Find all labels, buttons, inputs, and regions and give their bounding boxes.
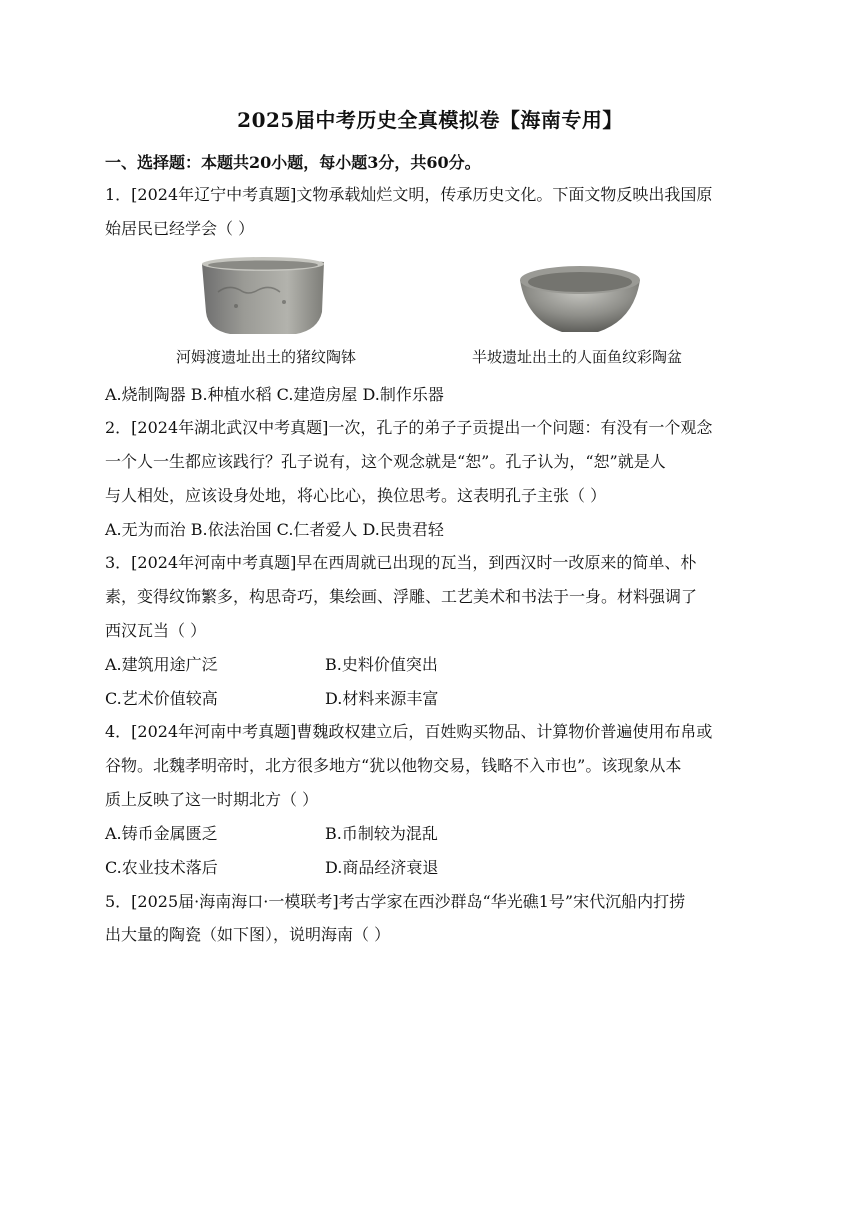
question-3-option-a: A.建筑用途广泛 — [105, 655, 218, 674]
page-title: 2025届中考历史全真模拟卷【海南专用】 — [237, 108, 623, 132]
right-artifact-caption: 半坡遗址出土的人面鱼纹彩陶盆 — [472, 348, 683, 366]
question-4-line-3: 质上反映了这一时期北方（ ） — [105, 790, 319, 809]
question-3-option-d: D.材料来源丰富 — [325, 689, 439, 708]
question-2-options: A.无为而治 B.依法治国 C.仁者爱人 D.民贵君轻 — [105, 520, 444, 539]
question-4-option-a: A.铸币金属匮乏 — [105, 824, 218, 843]
question-5-line-1: 5．[2025届·海南海口·一模联考]考古学家在西沙群岛“华光礁1号”宋代沉船内打捞 — [105, 892, 686, 911]
question-3-line-1: 3．[2024年河南中考真题]早在西周就已出现的瓦当，到西汉时一改原来的简单、朴 — [105, 553, 697, 572]
question-5-line-2: 出大量的陶瓷（如下图），说明海南（ ） — [105, 925, 391, 944]
question-4-option-d: D.商品经济衰退 — [325, 858, 439, 877]
pig-pattern-pottery-bowl-image — [196, 252, 330, 338]
question-4-line-2: 谷物。北魏孝明帝时，北方很多地方“犹以他物交易，钱略不入市也”。该现象从本 — [105, 756, 682, 775]
section-heading: 一、选择题：本题共20小题，每小题3分，共60分。 — [105, 153, 481, 172]
painted-pottery-basin-image — [516, 258, 644, 338]
left-artifact-caption: 河姆渡遗址出土的猪纹陶钵 — [176, 348, 357, 366]
question-2-line-1: 2．[2024年湖北武汉中考真题]一次，孔子的弟子子贡提出一个问题：有没有一个观念 — [105, 418, 713, 437]
question-4-line-1: 4．[2024年河南中考真题]曹魏政权建立后，百姓购买物品、计算物价普遍使用布帛或 — [105, 722, 713, 741]
question-2-line-3: 与人相处，应该设身处地，将心比心，换位思考。这表明孔子主张（ ） — [105, 486, 607, 505]
question-3-line-2: 素，变得纹饰繁多，构思奇巧，集绘画、浮雕、工艺美术和书法于一身。材料强调了 — [105, 587, 698, 606]
question-3-line-3: 西汉瓦当（ ） — [105, 621, 207, 640]
question-3-option-b: B.史料价值突出 — [325, 655, 438, 674]
question-4-option-c: C.农业技术落后 — [105, 858, 218, 877]
question-1-line-2: 始居民已经学会（ ） — [105, 219, 255, 238]
question-2-line-2: 一个人一生都应该践行？孔子说有，这个观念就是“恕”。孔子认为，“恕”就是人 — [105, 452, 666, 471]
question-1-line-1: 1．[2024年辽宁中考真题]文物承载灿烂文明，传承历史文化。下面文物反映出我国原 — [105, 185, 713, 204]
question-1-options: A.烧制陶器 B.种植水稻 C.建造房屋 D.制作乐器 — [105, 385, 444, 404]
question-4-option-b: B.币制较为混乱 — [325, 824, 438, 843]
question-3-option-c: C.艺术价值较高 — [105, 689, 218, 708]
